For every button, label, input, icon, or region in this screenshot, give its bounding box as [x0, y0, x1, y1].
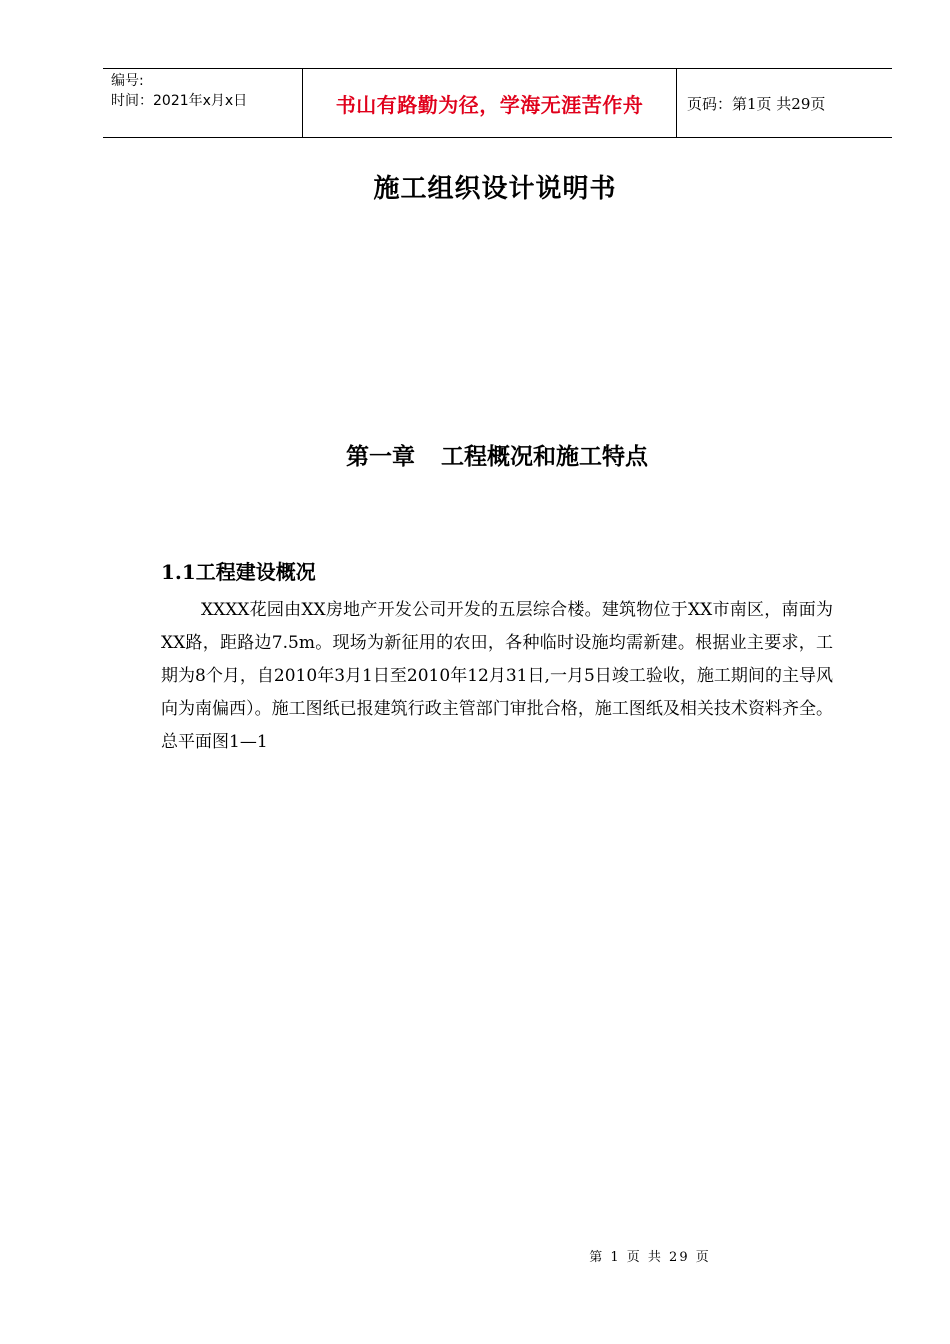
page-footer: 第 1 页 共 29 页 — [589, 1250, 711, 1265]
header-page-cell — [677, 69, 892, 137]
body-paragraph: XXXX花园由XX房地产开发公司开发的五层综合楼。建筑物位于XX市南区，南面为XX路，距路边7.5m。现场为新征用的农田，各种临时设施均需新建。根据业主要求，工期为8个月，自2010年3月1日至2010年12月31日,一月5日竣工验收，施工期间的主导风向为南偏西）。施工图纸已报建筑行政主管部门审批合格，施工图纸及相关技术资料齐全。总平面图1—1 — [161, 600, 833, 752]
header-date: 时间：2021年x月x日 — [111, 93, 248, 109]
header-motto-cell — [303, 69, 677, 137]
document-title: 施工组织设计说明书 — [373, 174, 617, 204]
page-header — [103, 68, 892, 138]
header-meta-cell — [103, 69, 303, 137]
section-heading: 1.1工程建设概况 — [161, 560, 316, 584]
header-code-label: 编号: — [111, 73, 144, 89]
header-page-info: 页码：第1页 共29页 — [687, 94, 826, 113]
chapter-heading — [0, 438, 950, 471]
header-motto: 书山有路勤为径，学海无涯苦作舟 — [335, 92, 644, 117]
chapter-title: 工程概况和施工特点 — [441, 443, 648, 470]
chapter-number: 第一章 — [346, 443, 415, 470]
